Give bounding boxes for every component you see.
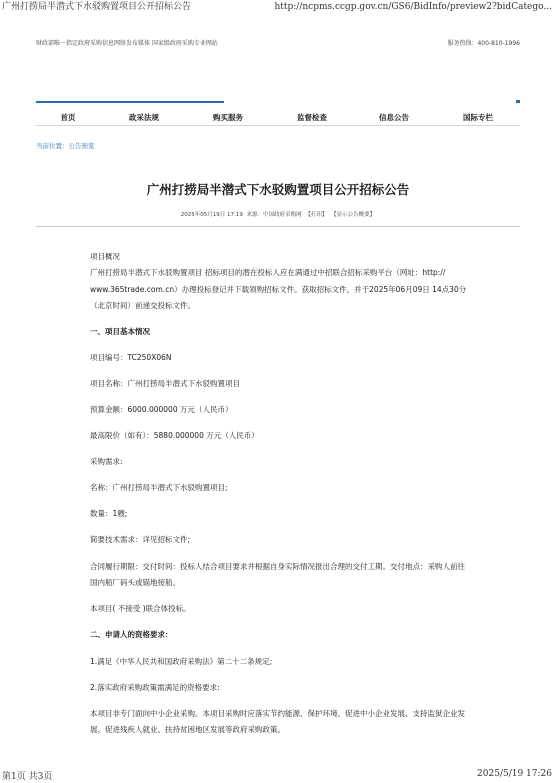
breadcrumb-label: 当前位置： xyxy=(36,142,69,150)
demand-quantity: 数量：1艘; xyxy=(90,509,128,518)
nav-item-notices[interactable]: 信息公告 xyxy=(379,113,409,122)
print-header-title: 广州打捞局半潜式下水驳购置项目公开招标公告 xyxy=(2,2,192,12)
nav-item-international[interactable]: 国际专栏 xyxy=(463,113,493,122)
article-meta xyxy=(36,210,520,218)
section-heading: 一、项目基本情况 xyxy=(90,327,150,336)
project-name: 项目名称：广州打捞局半潜式下水驳购置项目 xyxy=(90,379,240,388)
consortium-note: 本项目( 不接受 )联合体投标。 xyxy=(90,604,191,613)
meta-source: 来源：中国政府采购网 xyxy=(246,212,302,218)
nav-item-home[interactable]: 首页 xyxy=(60,113,76,122)
show-summary-link[interactable]: 【显示公告概要】 xyxy=(331,212,376,218)
project-number: 项目编号：TC250X06N xyxy=(90,353,172,362)
page-title: 广州打捞局半潜式下水驳购置项目公开招标公告 xyxy=(146,182,410,197)
nav-item-services[interactable]: 购买服务 xyxy=(213,113,243,122)
site-slogan: 财政部唯一指定政府采购信息网络发布媒体 国家级政府采购专业网站 xyxy=(36,40,218,47)
overview-heading: 项目概况 xyxy=(90,252,120,261)
site-hotline: 服务热线：400-810-1996 xyxy=(447,40,520,47)
banner-divider-end xyxy=(516,100,520,103)
contract-term-line: 合同履行期限：交付时间：投标人结合项目要求并根据自身实际情况报出合理的交付工期。交付地点：采购人前往 xyxy=(90,562,465,571)
breadcrumb xyxy=(36,141,95,150)
overview-line: 广州打捞局半潜式下水驳购置项目 招标项目的潜在投标人应在满通过中招联合招标采购平台（网址：http:// xyxy=(90,268,446,277)
nav-item-regulations[interactable]: 政采法规 xyxy=(129,113,159,122)
demand-tech: 简要技术需求：详见招标文件; xyxy=(90,535,191,544)
policy-line: 展、促进残疾人就业、扶持贫困地区发展等政府采购政策。 xyxy=(90,725,285,734)
policy-line: 本项目非专门面向中小企业采购。本项目采购时应落实节约能源、保护环境、促进中小企业发展、支持监狱企业发 xyxy=(90,709,465,718)
title-divider xyxy=(36,226,520,227)
breadcrumb-current[interactable]: 公告预览 xyxy=(68,142,95,150)
print-header xyxy=(0,0,554,14)
banner-divider xyxy=(36,101,224,103)
print-header-url: http://ncpms.ccgp.gov.cn/GS6/BidInfo/preview2?bidCatego... xyxy=(274,2,552,12)
nav-item-supervision[interactable]: 监督检查 xyxy=(297,113,327,122)
overview-line: www.365trade.com.cn）办理投标登记并下载领购招标文件。获取招标文件，并于2025年06月09日 14点30分 xyxy=(90,285,467,294)
print-footer-page: 第1页 共3页 xyxy=(2,772,53,782)
overview-line: （北京时间）前递交投标文件。 xyxy=(90,301,195,310)
section-heading: 二、申请人的资格要求： xyxy=(90,630,173,639)
demand-name: 名称：广州打捞局半潜式下水驳购置项目; xyxy=(90,483,228,492)
budget-amount: 预算金额：6000.000000 万元（人民币） xyxy=(90,405,233,414)
demand-label: 采购需求: xyxy=(90,457,123,466)
print-footer-datetime: 2025/5/19 17:26 xyxy=(477,769,552,779)
main-nav xyxy=(36,106,520,126)
requirement-item: 1.满足《中华人民共和国政府采购法》第二十二条规定; xyxy=(90,657,273,666)
site-topbar xyxy=(36,38,520,48)
meta-date: 2025年05月19日 17:19 xyxy=(180,212,243,218)
requirement-item: 2.落实政府采购政策需满足的资格要求: xyxy=(90,683,220,692)
max-price: 最高限价（如有）：5880.000000 万元（人民币） xyxy=(90,431,259,440)
contract-term-line: 国内船厂码头或锚地接船。 xyxy=(90,578,180,587)
print-link[interactable]: 【打印】 xyxy=(305,212,328,218)
